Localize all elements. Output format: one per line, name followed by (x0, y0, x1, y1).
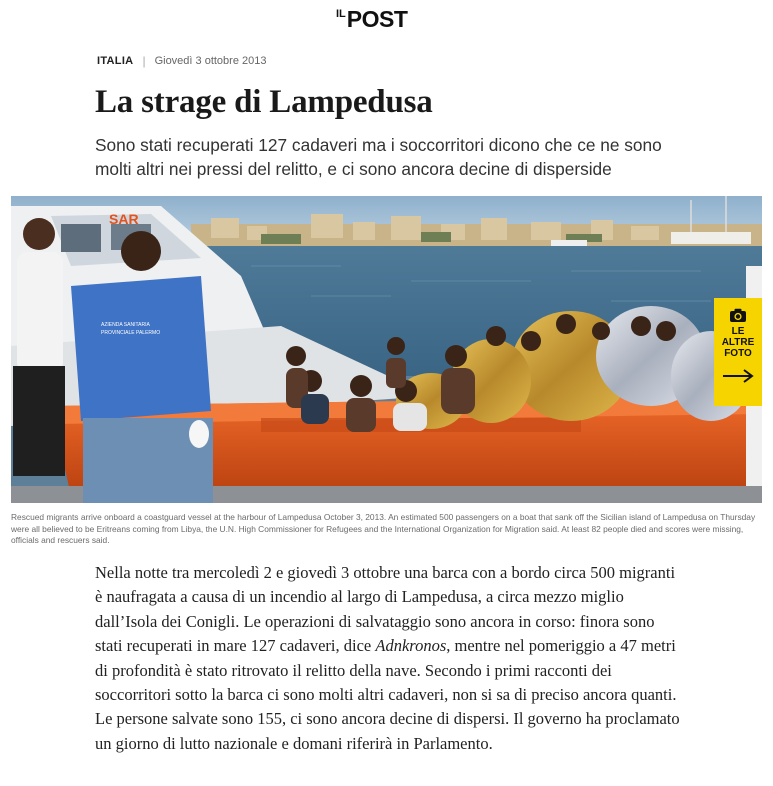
vest-text-2: PROVINCIALE PALERMO (101, 330, 161, 336)
photo-caption: Rescued migrants arrive onboard a coastguard vessel at the harbour of Lampedusa October 3, 2013. An estimated 500 passengers on a boat that sank off the Sicilian island of Lampedusa on Thursday were all believed to be Eritreans coming from Libya, the U.N. High Commissioner for Refugees and the International Organization for Migration said. At least 82 people died and scores were missing, officials and rescuers said. (11, 512, 756, 545)
camera-icon (729, 308, 747, 323)
site-logo[interactable] (336, 6, 420, 34)
article-subtitle: Sono stati recuperati 127 cadaveri ma i soccorritori dicono che ce ne sono molti altri nei pressi del relitto, e ci sono ancora decine di disperside (95, 135, 662, 179)
article-meta (97, 54, 266, 68)
body-text-part-2: , mentre nel pomeriggio a 47 metri di profondità è stato ritrovato il relitto della nave. Secondo i primi racconti dei soccorritori sotto la barca ci sono molti altri cadaveri, non si sa di preciso ancora quanti. Le persone salvate sono 155, ci sono ancora decine di dispersi. Il governo ha proclamato un giorno di lutto nazionale e domani riferirà in Parlamento. (95, 636, 680, 753)
arrow-right-icon (722, 369, 754, 383)
article-photo[interactable] (11, 196, 762, 503)
logo-name: POST (346, 6, 408, 32)
boat-marking: SAR (109, 211, 139, 227)
section-link[interactable]: ITALIA (97, 55, 134, 67)
meta-divider: | (142, 54, 146, 68)
body-text-part-1: Nella notte tra mercoledì 2 e giovedì 3 ottobre una barca con a bordo circa 500 migranti è naufragata a causa di un incendio al largo di Lampedusa, a circa mezzo miglio dall’Isola dei Conigli. Le operazioni di salvataggio sono ancora in corso: finora sono stati recuperati in mare 127 cadaveri, dice (95, 563, 676, 656)
publish-date: Giovedì 3 ottobre 2013 (154, 55, 267, 67)
article-title: La strage di Lampedusa (95, 84, 433, 120)
other-photos-button[interactable] (714, 298, 762, 406)
vest-text-1: AZIENDA SANITARIA (101, 322, 150, 328)
other-photos-label: LE ALTRE FOTO (721, 326, 755, 359)
article-body (95, 561, 681, 756)
logo-prefix: IL (336, 8, 346, 20)
source-name: Adnkronos (375, 636, 447, 656)
